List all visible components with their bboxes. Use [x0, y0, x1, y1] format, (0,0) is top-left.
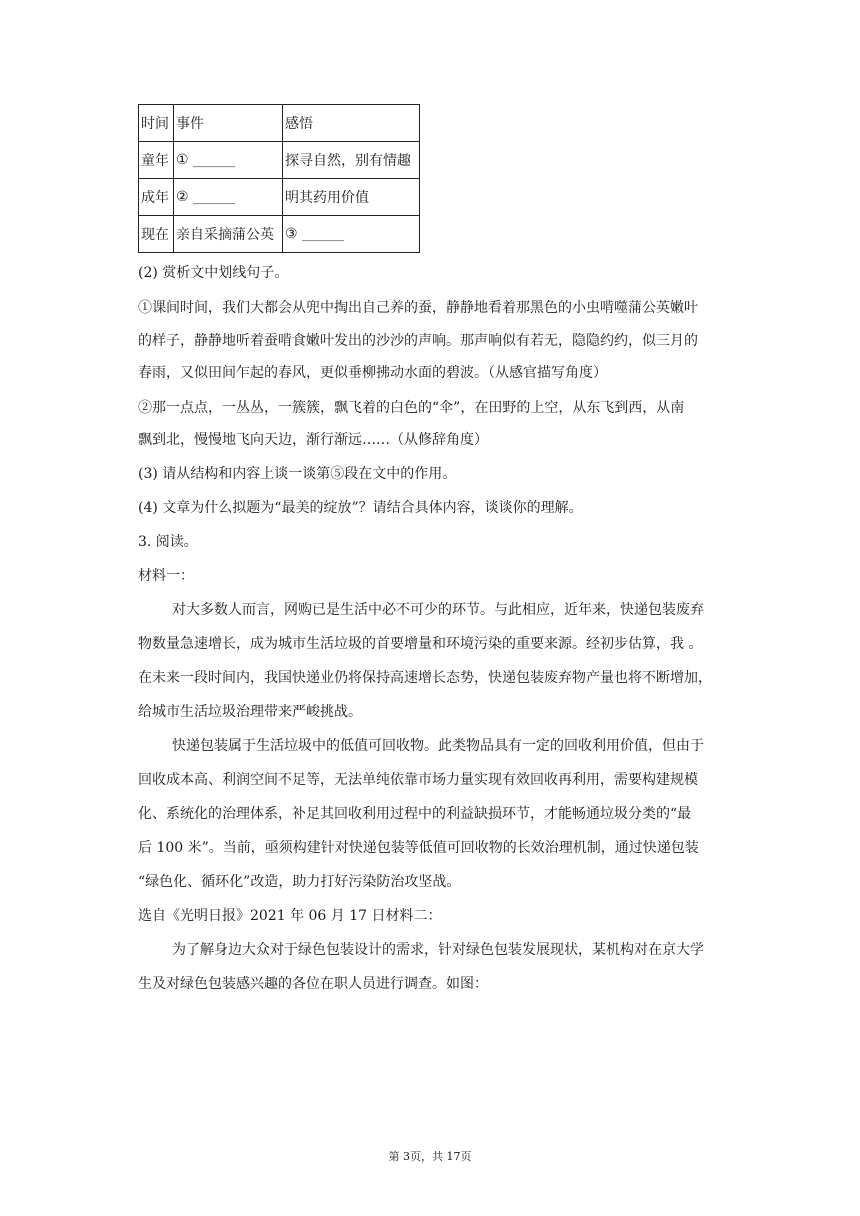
sentence-2-line-1: ②那一点点，一丛丛，一簇簇，飘飞着的白色的“伞”，在田野的上空，从东飞到西，从南 — [138, 400, 685, 416]
table-cell: 现在 — [139, 216, 174, 253]
paragraph-2-line-1: 快递包装属于生活垃圾中的低值可回收物。此类物品具有一定的回收利用价值，但由于 — [172, 738, 704, 754]
table-row — [139, 142, 420, 179]
paragraph-2-line-3: 化、系统化的治理体系，补足其回收利用过程中的利益缺损环节，才能畅通垃圾分类的“最 — [138, 806, 692, 822]
material-1-label: 材料一： — [138, 568, 194, 584]
question-3: (3) 请从结构和内容上谈一谈第⑤段在文中的作用。 — [138, 466, 457, 482]
paragraph-1-line-2: 物数量急速增长，成为城市生活垃圾的首要增量和环境污染的重要来源。经初步估算，我 。 — [138, 636, 703, 652]
question-4: (4) 文章为什么拟题为“最美的绽放”？请结合具体内容，谈谈你的理解。 — [138, 500, 583, 516]
table-cell: ③ ______ — [283, 216, 420, 253]
paragraph-2-line-4: 后 100 米”。当前，亟须构建针对快递包装等低值可回收物的长效治理机制，通过快递包装 — [138, 840, 699, 856]
table-row — [139, 179, 420, 216]
table-cell: 童年 — [139, 142, 174, 179]
header-cell-event: 事件 — [174, 105, 283, 142]
table-cell: 亲自采摘蒲公英 — [174, 216, 283, 253]
paragraph-2-line-5: “绿色化、循环化”改造，助力打好污染防治攻坚战。 — [138, 874, 461, 890]
header-cell-time: 时间 — [139, 105, 174, 142]
paragraph-3-line-2: 生及对绿色包装感兴趣的各位在职人员进行调查。如图： — [138, 976, 488, 992]
question-2-heading: (2) 赏析文中划线句子。 — [138, 265, 289, 281]
table-header-row — [139, 105, 420, 142]
sentence-1-line-3: 春雨，又似田间乍起的春风，更似垂柳拂动水面的碧波。（从感官描写角度） — [138, 365, 607, 381]
source-and-material-2-label: 选自《光明日报》2021 年 06 月 17 日材料二： — [138, 908, 442, 924]
table-cell: ② ______ — [174, 179, 283, 216]
paragraph-3-line-1: 为了解身边大众对于绿色包装设计的需求，针对绿色包装发展现状，某机构对在京大学 — [172, 942, 704, 958]
table-cell: ① ______ — [174, 142, 283, 179]
table-cell: 成年 — [139, 179, 174, 216]
paragraph-2-line-2: 回收成本高、利润空间不足等，无法单纯依靠市场力量实现有效回收再利用，需要构建规模 — [138, 772, 698, 788]
section-3-heading: 3. 阅读。 — [138, 534, 198, 550]
page-footer: 第 3页，共 17页 — [388, 1150, 472, 1163]
paragraph-1-line-4: 给城市生活垃圾治理带来严峻挑战。 — [138, 704, 362, 720]
table-cell: 明其药用价值 — [283, 179, 420, 216]
paragraph-1-line-3: 在未来一段时间内，我国快递业仍将保持高速增长态势，快递包装废弃物产量也将不断增加， — [138, 670, 712, 686]
sentence-1-line-2: 的样子，静静地听着蚕啃食嫩叶发出的沙沙的声响。那声响似有若无，隐隐约约，似三月的 — [138, 333, 698, 349]
table-cell: 探寻自然，别有情趣 — [283, 142, 420, 179]
paragraph-1-line-1: 对大多数人而言，网购已是生活中必不可少的环节。与此相应，近年来，快递包装废弃 — [172, 602, 704, 618]
table-row — [139, 216, 420, 253]
events-table — [138, 104, 420, 253]
header-cell-feeling: 感悟 — [283, 105, 420, 142]
sentence-2-line-2: 飘到北，慢慢地飞向天边，渐行渐远……（从修辞角度） — [138, 432, 488, 448]
sentence-1-line-1: ①课间时间，我们大都会从兜中掏出自己养的蚕，静静地看着那黑色的小虫啃噬蒲公英嫩叶 — [138, 300, 698, 316]
